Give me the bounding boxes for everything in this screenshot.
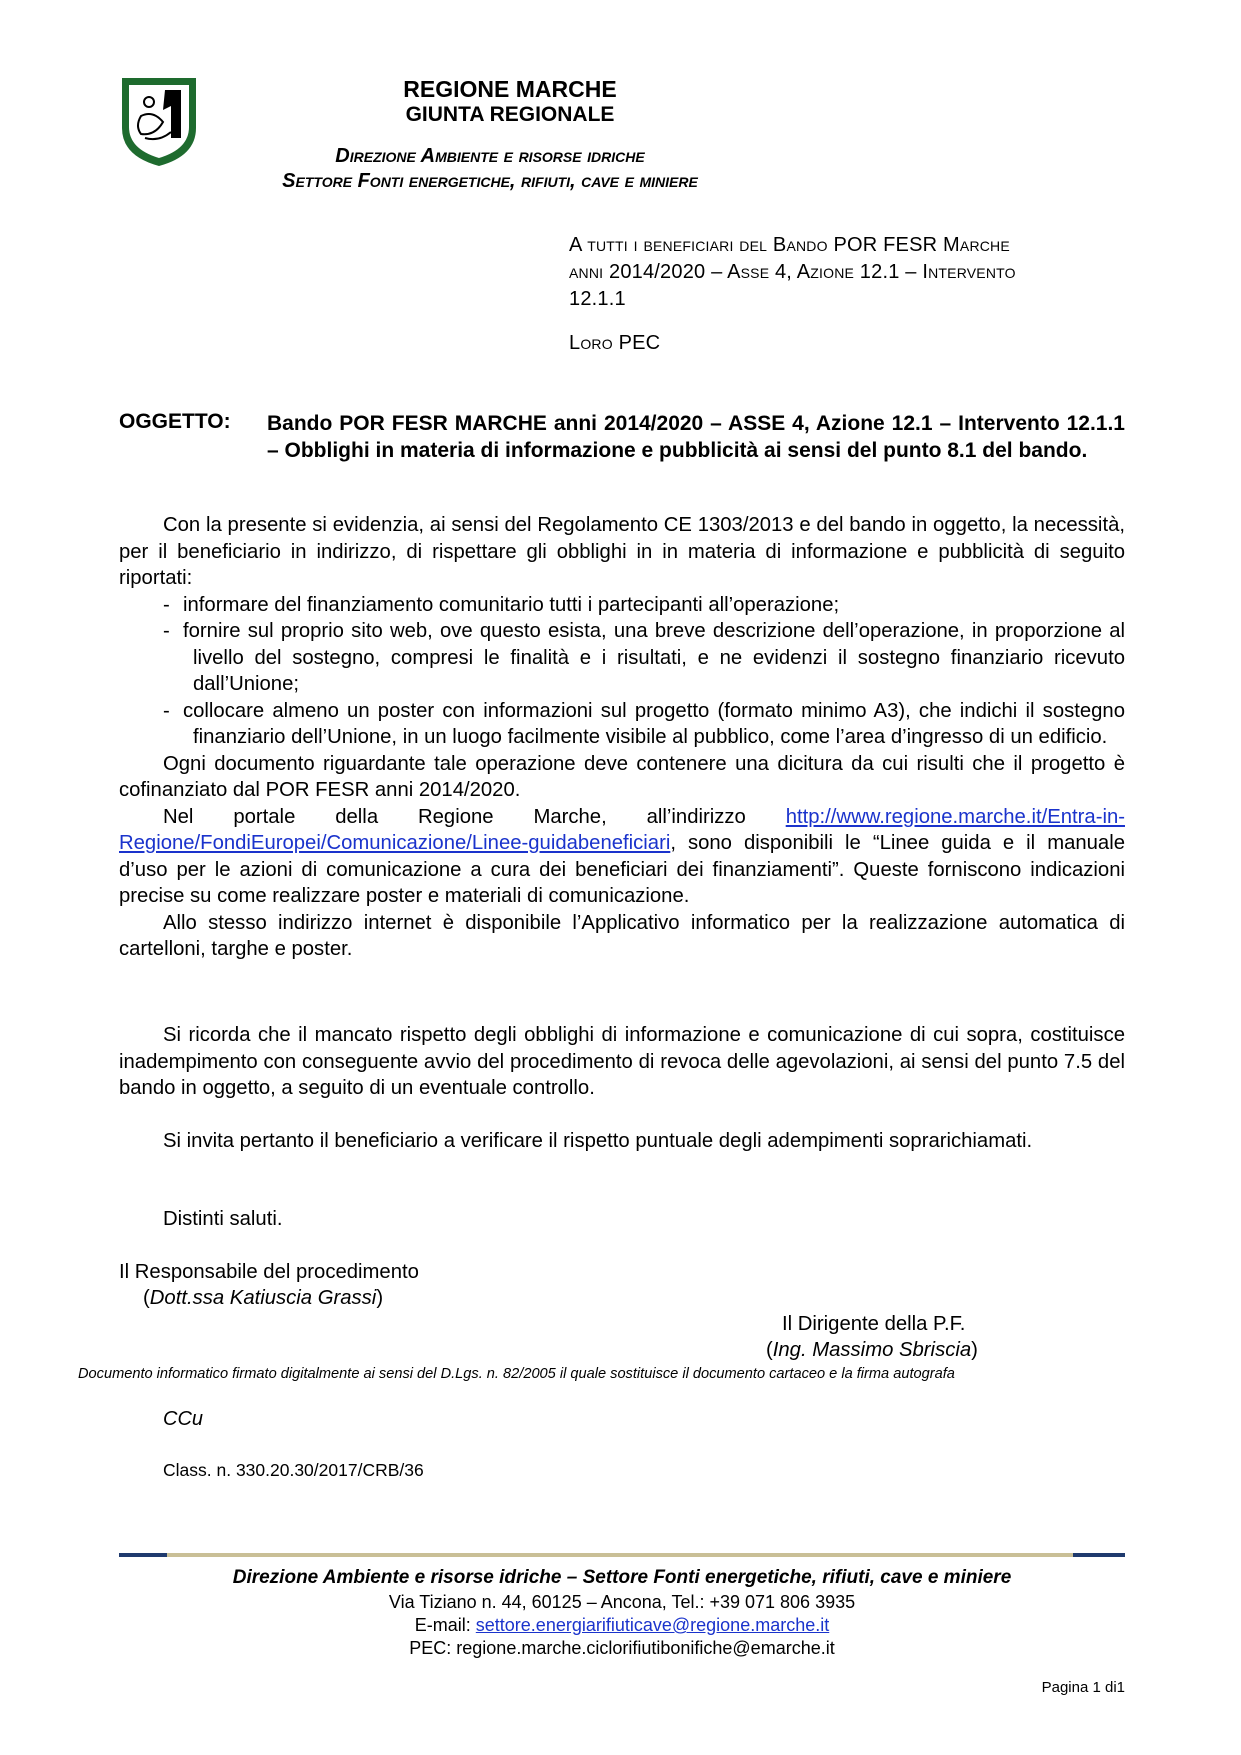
portal-text-before: Nel portale della Regione Marche, all’indirizzo xyxy=(163,805,786,828)
classification-number: Class. n. 330.20.30/2017/CRB/36 xyxy=(163,1460,424,1480)
direction-name: Direzione Ambiente e risorse idriche xyxy=(335,145,645,167)
footer-rule-right xyxy=(1073,1553,1125,1557)
regione-marche-logo xyxy=(119,76,199,168)
org-subtitle: GIUNTA REGIONALE xyxy=(405,103,615,126)
footer-email-label: E-mail: xyxy=(414,1615,476,1635)
portal-text-after: , sono disponibili le “Linee guida e il manuale d’uso per le azioni di comunicazione a cura dei beneficiari dei finanziamenti”. Queste forniscono indicazioni precise su come realizzare poster e materiali di comunicazione. xyxy=(119,832,1125,907)
addressee-line-1: A tutti i beneficiari del Bando POR FESR Marche xyxy=(569,234,1010,256)
footer-email-line xyxy=(119,1614,1125,1637)
director-title: Il Dirigente della P.F. xyxy=(782,1313,966,1335)
documents-paragraph: Ogni documento riguardante tale operazione deve contenere una dicitura da cui risulti che il progetto è cofinanziato dal POR FESR anni 2014/2020. xyxy=(119,752,1125,801)
bullet-item xyxy=(119,698,1125,751)
responsible-name-line: (Dott.ssa Katiuscia Grassi) xyxy=(143,1287,384,1309)
bullet-text: informare del finanziamento comunitario tutti i partecipanti all’operazione; xyxy=(183,593,840,616)
footer-pec: PEC: regione.marche.ciclorifiutibonifiche@emarche.it xyxy=(409,1638,835,1658)
bullet-item xyxy=(119,592,1125,619)
org-title: REGIONE MARCHE xyxy=(403,76,617,102)
footer-address: Via Tiziano n. 44, 60125 – Ancona, Tel.: +39 071 806 3935 xyxy=(388,1592,856,1612)
subject-text: Bando POR FESR MARCHE anni 2014/2020 – ASSE 4, Azione 12.1 – Intervento 12.1.1 – Obblighi in materia di informazione e pubblicità ai sensi del punto 8.1 del bando. xyxy=(267,412,1125,462)
director-name-line: (Ing. Massimo Sbriscia) xyxy=(766,1339,978,1361)
responsible-name: Dott.ssa Katiuscia Grassi xyxy=(149,1287,377,1309)
sector-name: Settore Fonti energetiche, rifiuti, cave e miniere xyxy=(282,170,698,192)
closing-block xyxy=(119,1206,1125,1233)
bullet-text: collocare almeno un poster con informazioni sul progetto (formato minimo A3), che indichi il sostegno finanziario dell’Unione, in un luogo facilmente visibile al pubblico, come l’area d’ingresso di un edificio. xyxy=(183,699,1125,748)
app-paragraph: Allo stesso indirizzo internet è disponibile l’Applicativo informatico per la realizzazione automatica di cartelloni, targhe e poster. xyxy=(119,911,1125,960)
warning-paragraph-block xyxy=(119,1022,1125,1102)
footer-email-link[interactable]: settore.energiarifiuticave@regione.marche.it xyxy=(475,1615,830,1635)
digital-signature-note: Documento informatico firmato digitalmente ai sensi del D.Lgs. n. 82/2005 il quale sostituisce il documento cartaceo e la firma autografa xyxy=(78,1366,955,1382)
footer-office: Direzione Ambiente e risorse idriche – Settore Fonti energetiche, rifiuti, cave e miniere xyxy=(232,1567,1012,1588)
footer-rule-center xyxy=(167,1553,1073,1557)
invite-paragraph-block xyxy=(119,1128,1125,1155)
bullet-text: fornire sul proprio sito web, ove questo esista, una breve descrizione dell’operazione, in proporzione al livello del sostegno, compresi le finalità e i risultati, e ne evidenzi il sostegno finanziario ricevuto dall’Unione; xyxy=(183,620,1125,695)
director-name: Ing. Massimo Sbriscia xyxy=(772,1339,972,1361)
ccu-reference: CCu xyxy=(163,1408,204,1430)
closing-greeting: Distinti saluti. xyxy=(163,1208,283,1230)
guidelines-link[interactable]: http://www.regione.marche.it/Entra-in-Regione/FondiEuropei/Comunicazione/Linee-guidabeneficiari xyxy=(119,805,1125,854)
addressee-pec: Loro PEC xyxy=(569,332,661,354)
portal-paragraph xyxy=(119,804,1125,910)
bullet-marker: - xyxy=(163,620,170,642)
letter-body xyxy=(119,512,1125,963)
page-number: Pagina 1 di1 xyxy=(1041,1679,1125,1696)
bullet-marker: - xyxy=(163,699,170,722)
responsible-title: Il Responsabile del procedimento xyxy=(119,1261,419,1283)
invite-paragraph: Si invita pertanto il beneficiario a verificare il rispetto puntuale degli adempimenti soprarichiamati. xyxy=(163,1130,1033,1152)
warning-paragraph: Si ricorda che il mancato rispetto degli obblighi di informazione e comunicazione di cui sopra, costituisce inadempimento con conseguente avvio del procedimento di revoca delle agevolazioni, ai sensi del punto 7.5 del bando in oggetto, a seguito di un eventuale controllo. xyxy=(119,1024,1125,1099)
bullet-marker: - xyxy=(163,593,170,616)
intro-paragraph: Con la presente si evidenzia, ai sensi del Regolamento CE 1303/2013 e del bando in oggetto, la necessità, per il beneficiario in indirizzo, di rispettare gli obblighi in in materia di informazione e pubblicità di seguito riportati: xyxy=(119,514,1125,589)
subject-label: OGGETTO: xyxy=(119,410,231,433)
addressee-line-3: 12.1.1 xyxy=(569,288,626,310)
footer-rule-left xyxy=(119,1553,167,1557)
bullet-item xyxy=(119,618,1125,698)
addressee-line-2: anni 2014/2020 – Asse 4, Azione 12.1 – Intervento xyxy=(569,261,1016,283)
